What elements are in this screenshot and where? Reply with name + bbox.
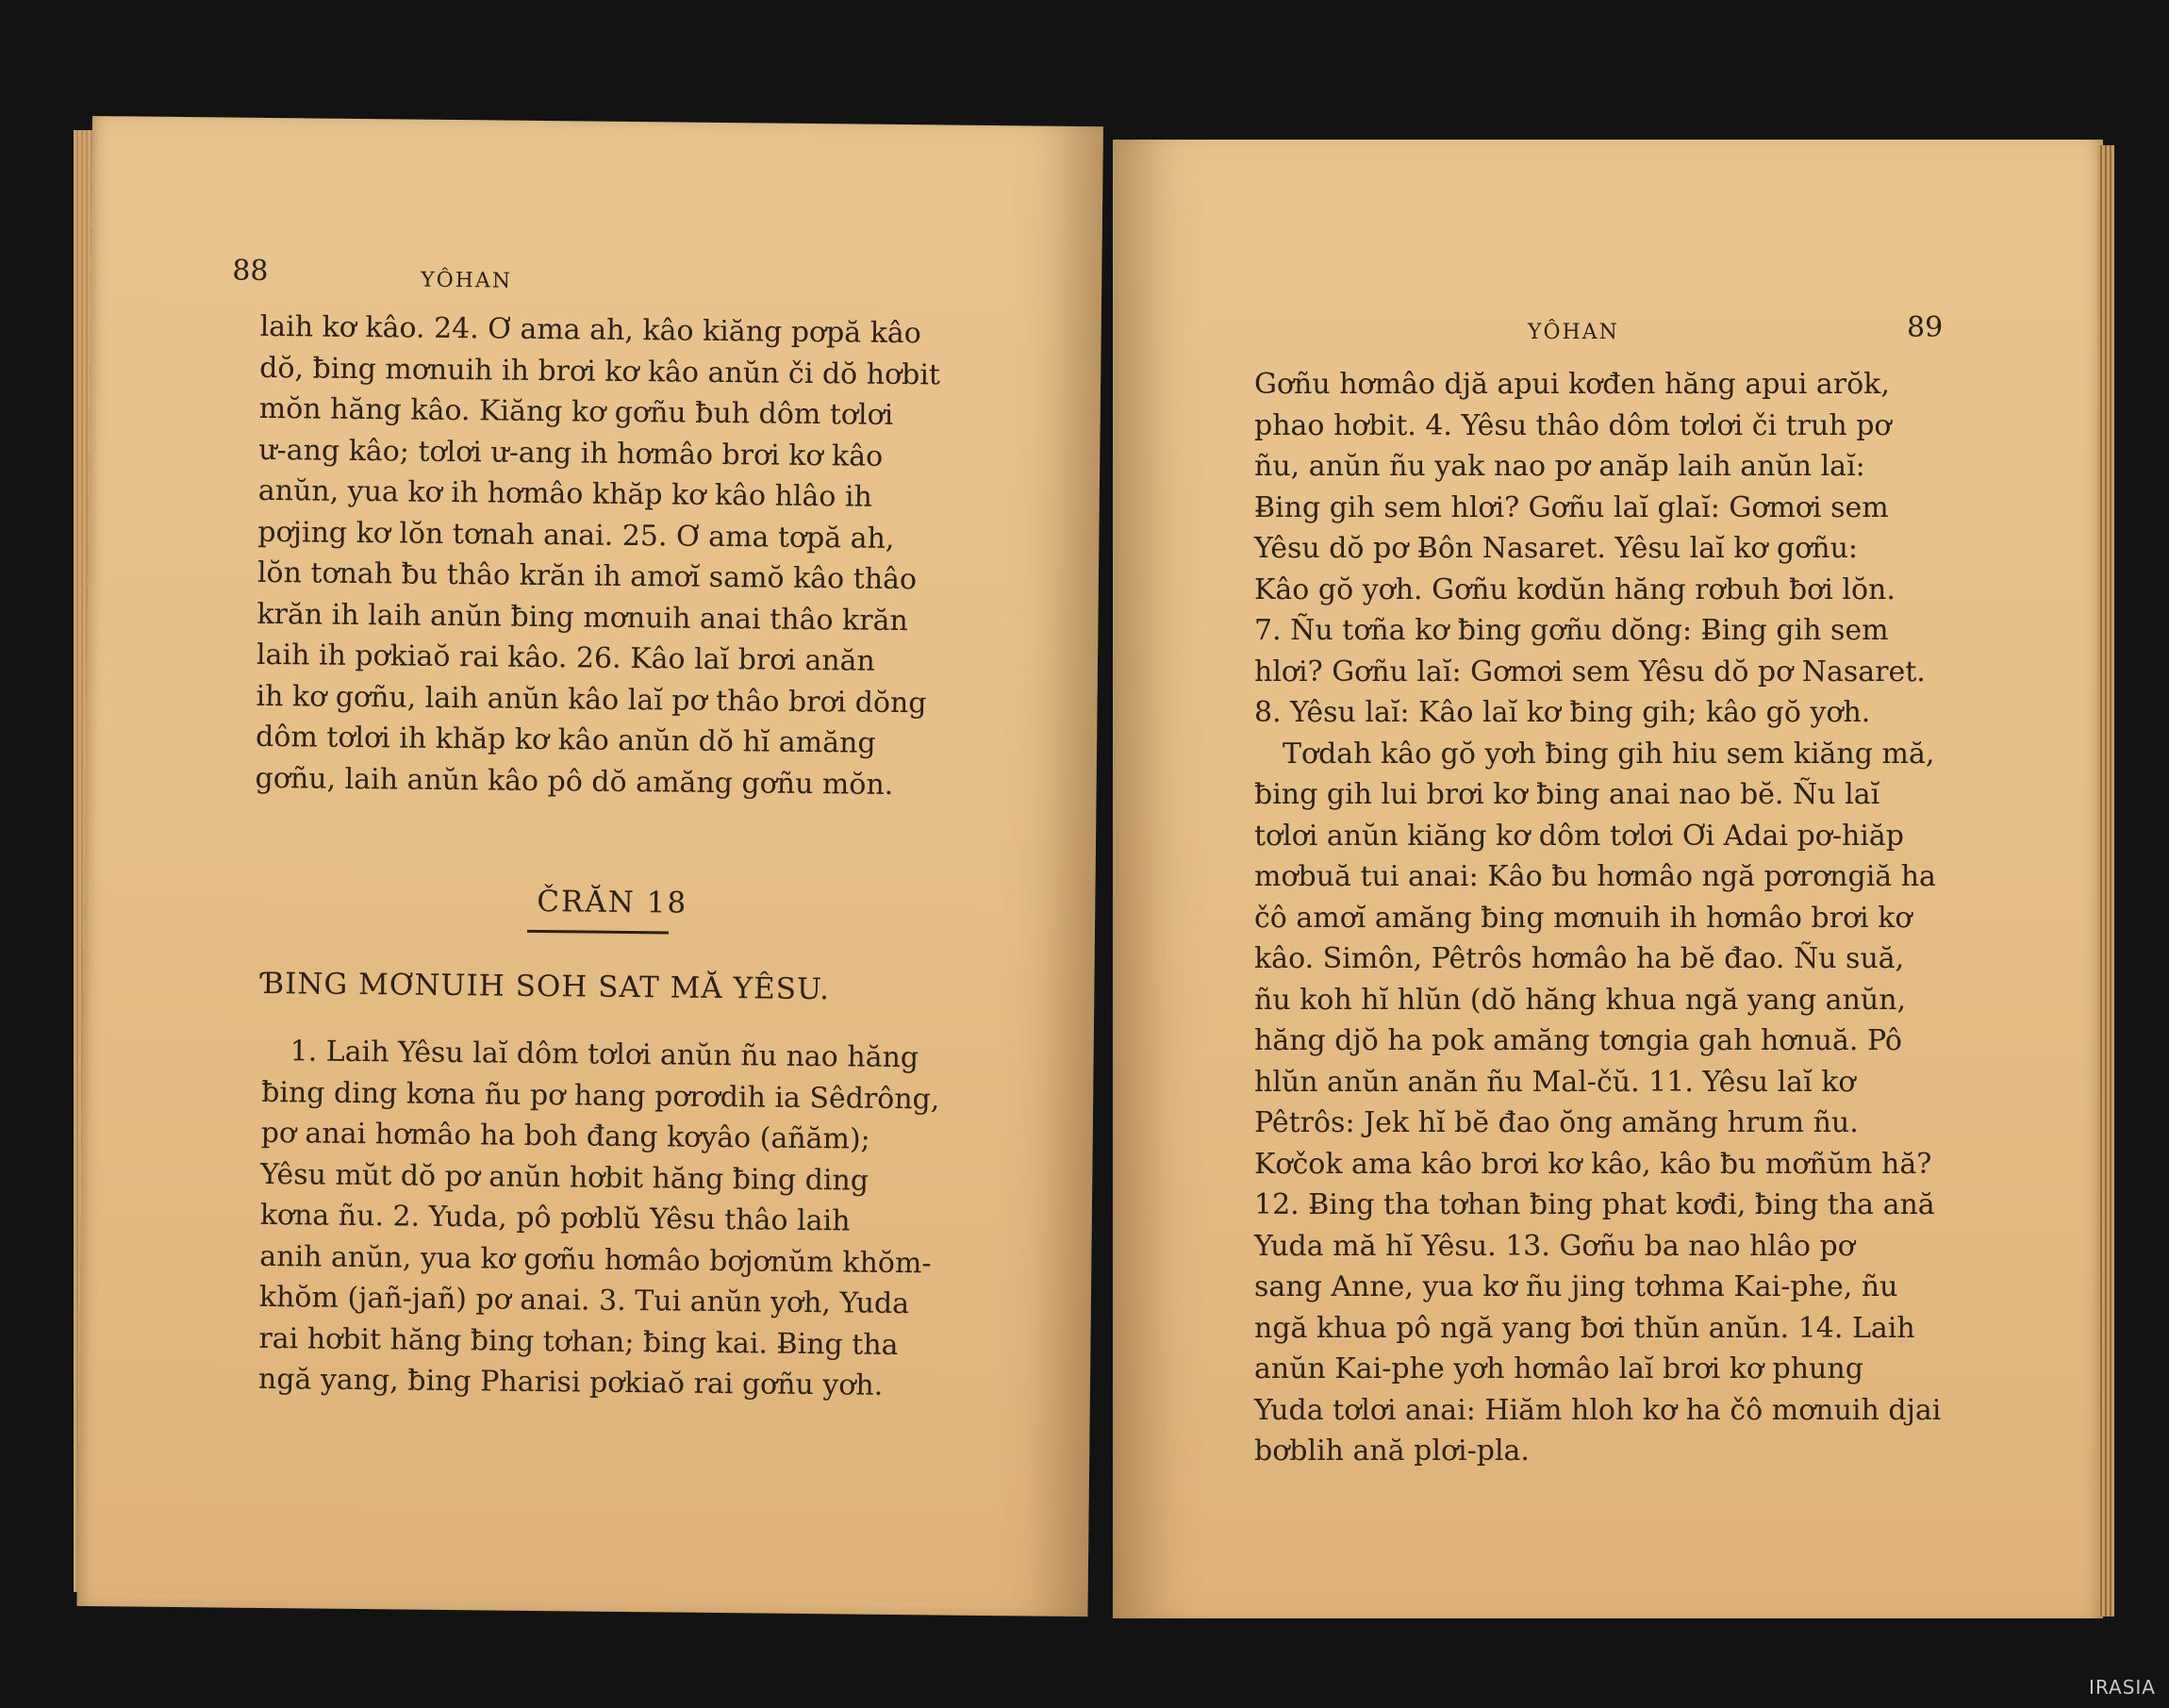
text-line: Tơdah kâo gŏ yơh ƀing gih hiu sem kiăng mă, <box>1283 737 1935 771</box>
text-line: čô amơĭ amăng ƀing mơnuih ih hơmâo brơi kơ <box>1254 901 1912 935</box>
text-line: gơñu, laih anŭn kâo pô dŏ amăng gơñu mŏn. <box>255 761 894 802</box>
text-line: rai hơbit hăng ƀing tơhan; ƀing kai. Ƀing tha <box>258 1321 899 1362</box>
text-line: ngă yang, ƀing Pharisi pơkiaŏ rai gơñu yơh. <box>257 1362 884 1402</box>
page-number-right: 89 <box>1907 311 1944 344</box>
text-line: ñu, anŭn ñu yak nao pơ anăp laih anŭn laĭ: <box>1254 450 1865 483</box>
section-title: ƁING MƠNUIH SOH SAT MĂ YÊSU. <box>262 966 831 1007</box>
page-number-left: 88 <box>232 254 269 288</box>
image-credit: IRASIA <box>2089 1676 2156 1699</box>
text-line: dŏ, ƀing mơnuih ih brơi kơ kâo anŭn či dŏ hơbit <box>259 351 941 391</box>
text-line: ñu koh hĭ hlŭn (dŏ hăng khua ngă yang anŭn, <box>1254 983 1907 1017</box>
text-line: ư-ang kâo; tơlơi ư-ang ih hơmâo brơi kơ kâo <box>258 433 884 473</box>
text-line: ƀing ding kơna ñu pơ hang pơrơdih ia Sêdrông, <box>260 1075 940 1116</box>
text-line: pơ anai hơmâo ha boh đang kơyâo (añăm); <box>260 1116 870 1156</box>
text-line: Yêsu mŭt dŏ pơ anŭn hơbit hăng ƀing ding <box>260 1157 869 1198</box>
text-line: 12. Ƀing tha tơhan ƀing phat kơđi, ƀing tha ană <box>1254 1188 1935 1221</box>
text-line: ƀing gih lui brơi kơ ƀing anai nao bĕ. Ñu laĭ <box>1254 778 1880 811</box>
text-line: 7. Ñu tơña kơ ƀing gơñu dŏng: Ƀing gih sem <box>1254 614 1889 647</box>
text-line: anŭn, yua kơ ih hơmâo khăp kơ kâo hlâo ih <box>257 473 873 514</box>
text-line: anih anŭn, yua kơ gơñu hơmâo bơjơnŭm khŏm- <box>259 1239 932 1280</box>
text-line: bơblih ană plơi-pla. <box>1254 1434 1530 1468</box>
text-line: Yêsu dŏ pơ Ƀôn Nasaret. Yêsu laĭ kơ gơñu: <box>1254 532 1859 565</box>
text-line: mŏn hăng kâo. Kiăng kơ gơñu ƀuh dôm tơlơi <box>258 391 894 432</box>
text-line: Pêtrôs: Jek hĭ bĕ đao ŏng amăng hrum ñu. <box>1254 1106 1859 1139</box>
text-line: tơlơi anŭn kiăng kơ dôm tơlơi Ơi Adai pơ-hiăp <box>1254 819 1904 853</box>
left-text-block <box>255 307 941 806</box>
text-line: phao hơbit. 4. Yêsu thâo dôm tơlơi či truh pơ <box>1254 408 1892 442</box>
text-line: lŏn tơnah ƀu thâo krăn ih amơĭ samŏ kâo thâo <box>257 556 918 597</box>
text-line: anŭn Kai-phe yơh hơmâo laĭ brơi kơ phung <box>1254 1352 1863 1385</box>
left-text-block-2 <box>258 1031 941 1407</box>
text-line: ngă khua pô ngă yang ƀơi thŭn anŭn. 14. Laih <box>1254 1311 1915 1345</box>
text-line: Kơčok ama kâo brơi kơ kâo, kâo ƀu mơñŭm hă? <box>1254 1147 1932 1181</box>
text-line: Yuda mă hĭ Yêsu. 13. Gơñu ba nao hlâo pơ <box>1254 1229 1855 1263</box>
text-line: Gơñu hơmâo djă apui kơđen hăng apui arŏk, <box>1254 368 1890 401</box>
text-line: 1. Laih Yêsu laĭ dôm tơlơi anŭn ñu nao hăng <box>290 1035 919 1075</box>
right-page <box>1113 140 2103 1618</box>
right-page-edges <box>2097 145 2114 1617</box>
chapter-underline <box>527 930 669 935</box>
text-line: ih kơ gơñu, laih anŭn kâo laĭ pơ thâo brơi dŏng <box>256 679 927 720</box>
text-line: hlơi? Gơñu laĭ: Gơmơi sem Yêsu dŏ pơ Nasaret. <box>1254 655 1926 688</box>
text-line: pơjing kơ lŏn tơnah anai. 25. Ơ ama tơpă ah, <box>257 515 895 556</box>
running-head-left: YÔHAN <box>421 268 513 293</box>
text-line: kơna ñu. 2. Yuda, pô pơblŭ Yêsu thâo laih <box>259 1198 851 1238</box>
running-head-right: YÔHAN <box>1528 321 1619 344</box>
text-line: Kâo gŏ yơh. Gơñu kơdŭn hăng rơbuh ƀơi lŏn. <box>1254 572 1896 606</box>
text-line: mơbuă tui anai: Kâo ƀu hơmâo ngă pơrơngiă ha <box>1254 860 1936 893</box>
text-line: 8. Yêsu laĭ: Kâo laĭ kơ ƀing gih; kâo gŏ yơh. <box>1254 696 1871 729</box>
text-line: hlŭn anŭn anăn ñu Mal-čŭ. 11. Yêsu laĭ kơ <box>1254 1065 1856 1099</box>
right-text-block <box>1254 364 1942 1472</box>
text-line: hăng djŏ ha pok amăng tơngia gah hơnuă. Pô <box>1254 1024 1902 1057</box>
text-line: kâo. Simôn, Pêtrôs hơmâo ha bĕ đao. Ñu suă, <box>1254 942 1905 975</box>
open-book <box>74 102 2111 1639</box>
chapter-heading: ČRĂN 18 <box>537 884 688 920</box>
text-line: khŏm (jañ-jañ) pơ anai. 3. Tui anŭn yơh, Yuda <box>258 1280 910 1321</box>
text-line: Ƀing gih sem hlơi? Gơñu laĭ glaĭ: Gơmơi sem <box>1254 490 1889 524</box>
text-line: sang Anne, yua kơ ñu jing tơhma Kai-phe, ñu <box>1254 1270 1898 1303</box>
text-line: krăn ih laih anŭn ƀing mơnuih anai thâo krăn <box>257 597 908 638</box>
left-page <box>76 116 1102 1617</box>
text-line: laih kơ kâo. 24. Ơ ama ah, kâo kiăng pơpă kâo <box>259 309 922 351</box>
text-line: Yuda tơlơi anai: Hiăm hloh kơ ha čô mơnuih djai <box>1254 1393 1942 1427</box>
text-line: dôm tơlơi ih khăp kơ kâo anŭn dŏ hĭ amăng <box>255 720 876 760</box>
text-line: laih ih pơkiaŏ rai kâo. 26. Kâo laĭ brơi anăn <box>256 638 876 678</box>
